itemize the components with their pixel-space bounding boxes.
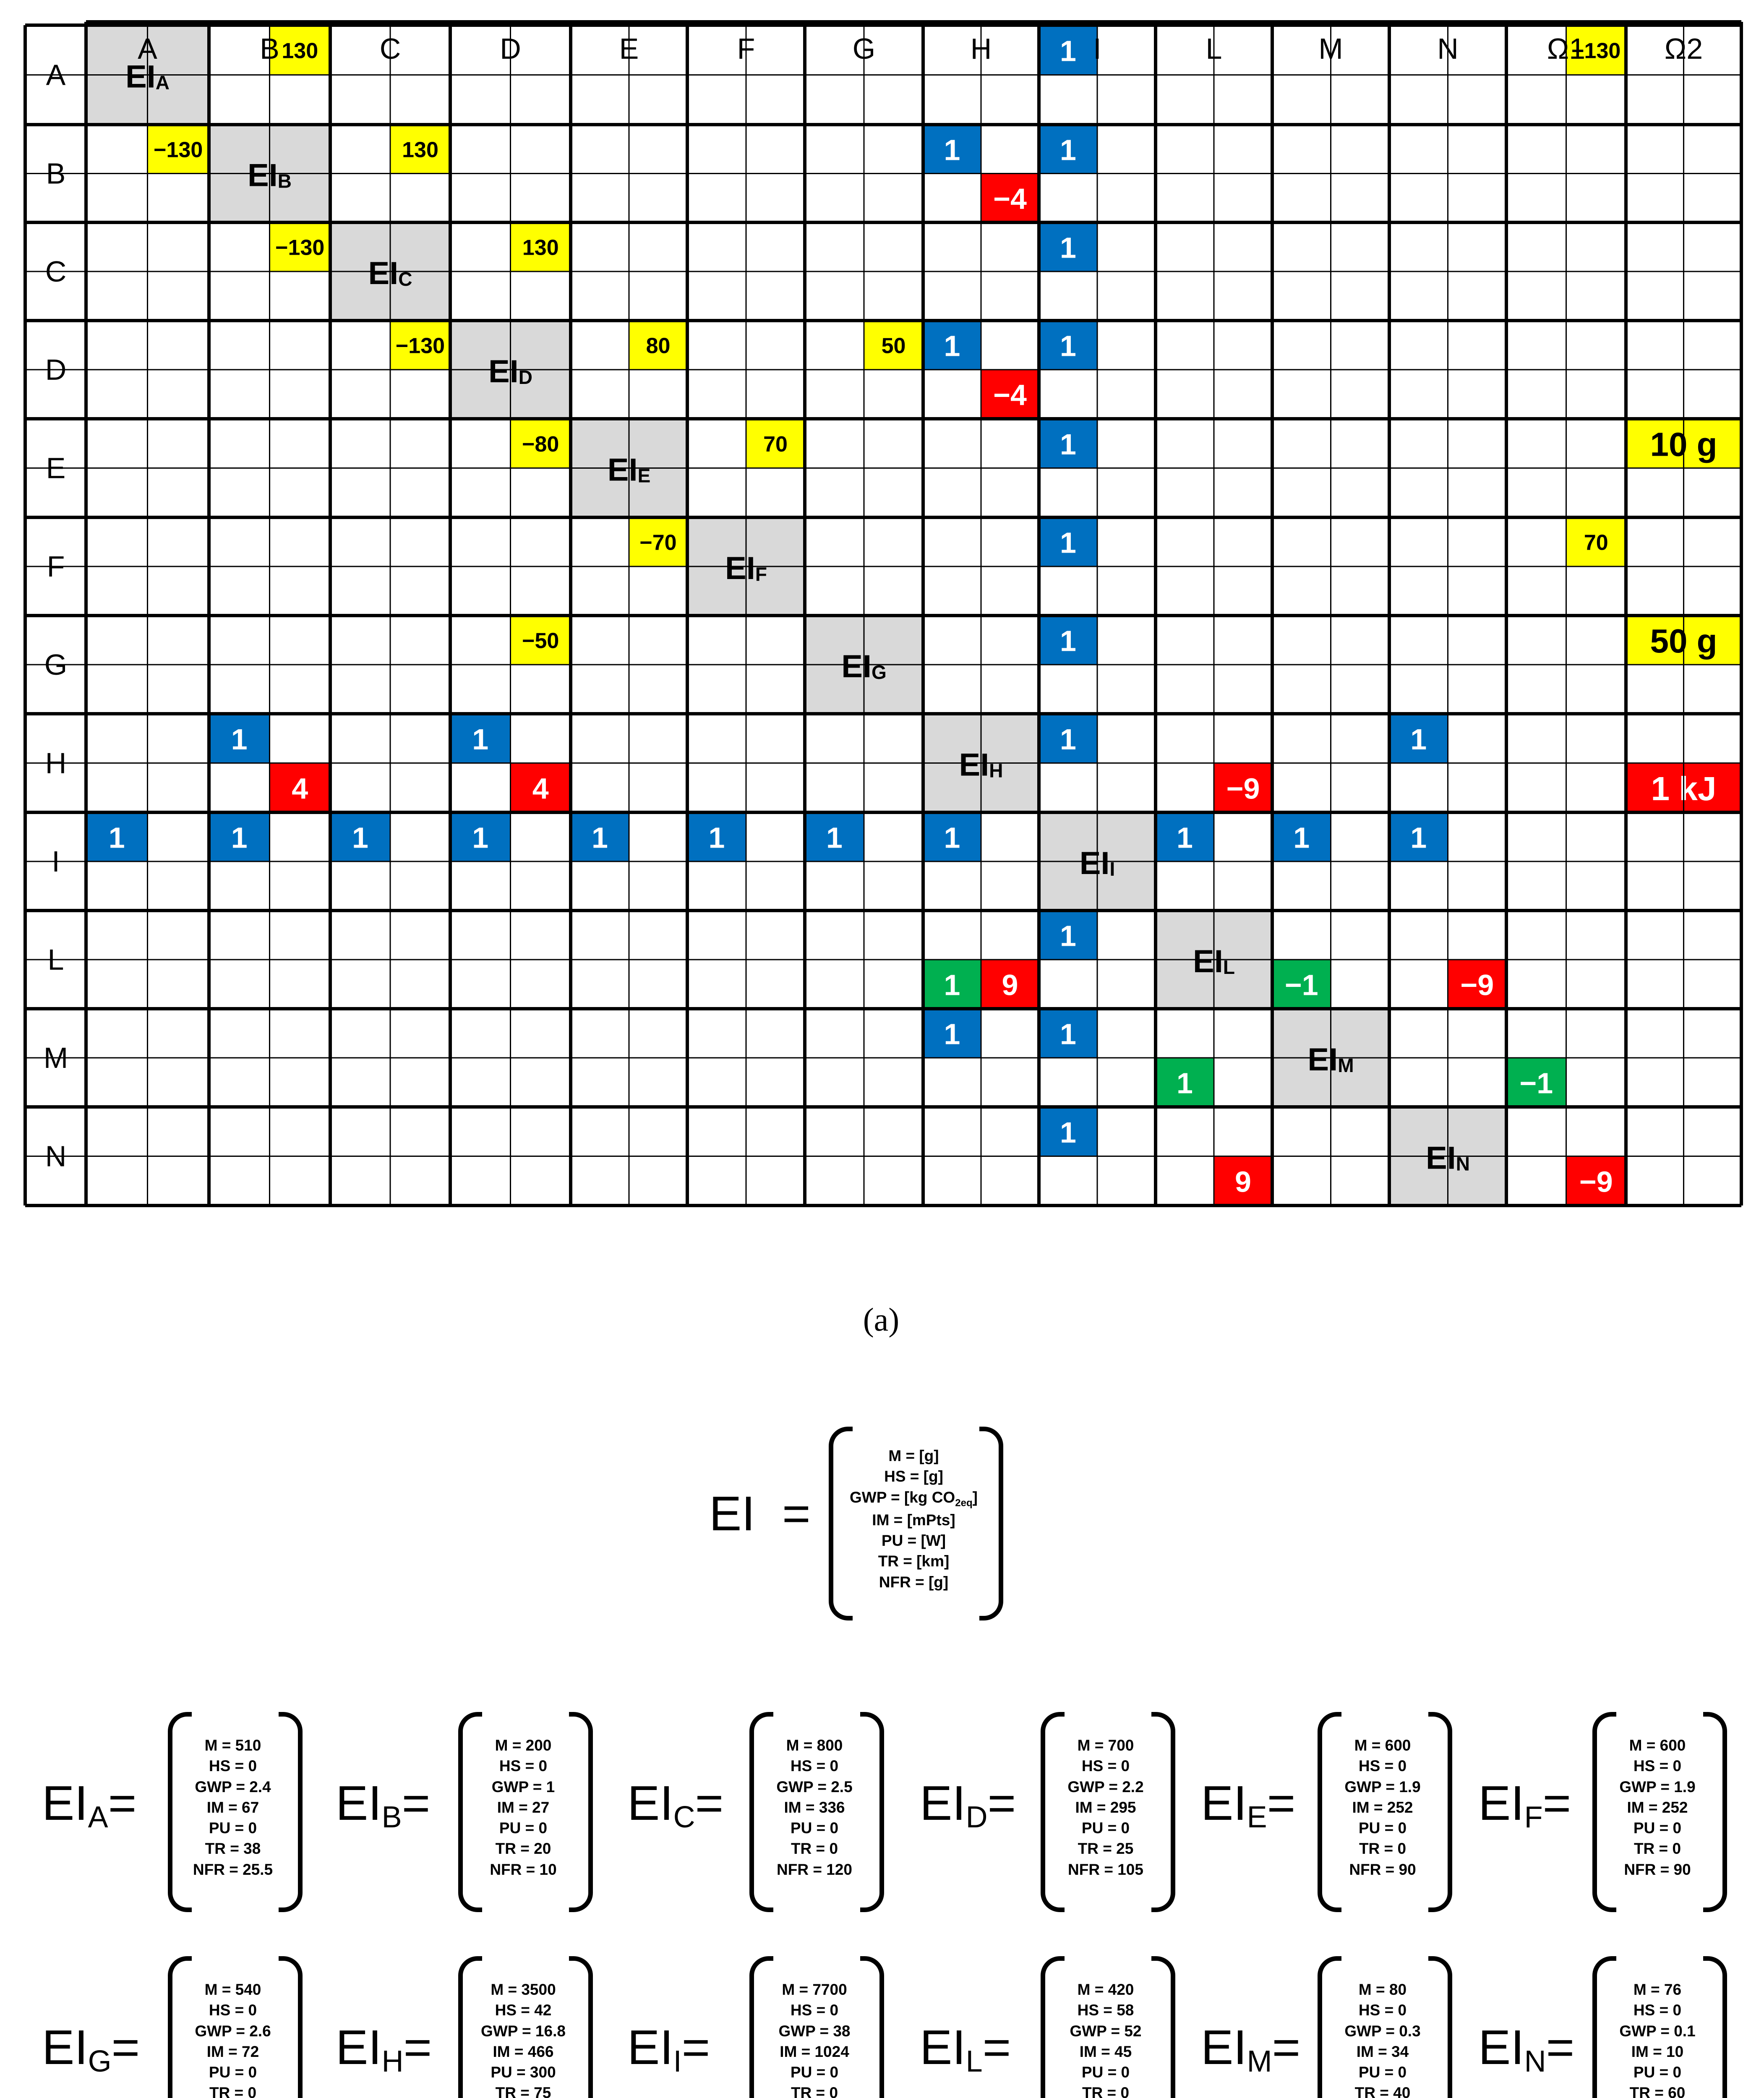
cell-value: 1 [1177, 1067, 1193, 1100]
row-header-c: C [45, 255, 67, 288]
column-header-n: N [1437, 32, 1459, 65]
cell-value: 1 [944, 329, 960, 363]
cell-value: 9 [1235, 1165, 1251, 1198]
cell-value: 9 [1002, 968, 1018, 1002]
column-header-h: H [970, 32, 992, 65]
cell-value: 70 [1584, 530, 1608, 555]
row-header-m: M [43, 1041, 68, 1074]
cell-value: 1 [1410, 723, 1427, 756]
cell-value: 80 [646, 334, 671, 358]
ei-label-i: $EI_I=$ [627, 2020, 710, 2078]
ei-vector-n: M = 76 HS = 0 GWP = 0.1 IM = 10 PU = 0 TR = 60 [1619, 1981, 1696, 2098]
row-header-f: F [47, 550, 65, 583]
column-header-a: A [138, 32, 157, 65]
diagonal-label: EID [488, 353, 533, 389]
cell-value: −130 [1571, 39, 1621, 63]
cell-value: 1 [1060, 723, 1076, 756]
ei-vectors-panel [0, 1418, 1764, 2098]
cell-value: 1 [944, 1018, 960, 1051]
cell-value: 1 [1060, 329, 1076, 363]
ei-label-n: $EI_N=$ [1478, 2020, 1575, 2078]
column-header-d: D [500, 32, 521, 65]
cell-value: −130 [154, 138, 203, 162]
cell-value: −4 [993, 378, 1027, 412]
ei-vector-e: M = 600 HS = 0 GWP = 1.9 IM = 252 PU = 0 TR = 0 NFR = 90 [1344, 1737, 1421, 1878]
cell-value: 1 [352, 821, 368, 854]
cell-value: 1 [944, 968, 960, 1002]
cell-value: 1 [826, 821, 843, 854]
cell-value: 1 [231, 723, 248, 756]
ei-vector-g: M = 540 HS = 0 GWP = 2.6 IM = 72 PU = 0 TR = 0 [195, 1981, 271, 2098]
row-header-i: I [52, 845, 60, 878]
cell-value: 50 g [1650, 622, 1717, 660]
row-header-g: G [44, 648, 68, 681]
ei-vector-f: M = 600 HS = 0 GWP = 1.9 IM = 252 PU = 0 TR = 0 NFR = 90 [1619, 1737, 1696, 1878]
cell-value: 1 [1060, 526, 1076, 559]
cell-value: −1 [1519, 1067, 1553, 1100]
cell-value: 1 [1060, 1018, 1076, 1051]
diagonal-label: EIA [125, 59, 170, 94]
ei-vector-d: M = 700 HS = 0 GWP = 2.2 IM = 295 PU = 0 TR = 25 NFR = 105 [1067, 1737, 1144, 1878]
cell-value: 1 kJ [1651, 770, 1717, 807]
cell-value: −130 [275, 235, 325, 260]
ei-vector-l: M = 420 HS = 58 GWP = 52 IM = 45 PU = 0 TR = 0 [1070, 1981, 1142, 2098]
cell-value: −50 [522, 629, 559, 653]
cell-value: 1 [592, 821, 608, 854]
diagonal-label: EII [1079, 845, 1115, 881]
row-header-e: E [46, 451, 66, 485]
row-header-d: D [45, 353, 67, 386]
ei-vector-i: M = 7700 HS = 0 GWP = 38 IM = 1024 PU = 0 TR = 0 [778, 1981, 851, 2098]
cell-value: 1 [1293, 821, 1310, 854]
diagonal-label: EIL [1193, 943, 1235, 979]
generic-ei-vector: M = [g] HS = [g] GWP = [kg $CO_{2eq}$] IM = [mPts] PU = [W] TR = [km] NFR = [g] [850, 1447, 978, 1591]
diagonal-label: EIE [607, 452, 651, 488]
cell-value: 1 [1060, 133, 1076, 167]
cell-value: 1 [472, 821, 489, 854]
cell-value: 10 g [1650, 425, 1717, 463]
ei-label-h: $EI_H=$ [336, 2020, 432, 2078]
diagonal-label: EIM [1307, 1041, 1354, 1078]
cell-value: −9 [1226, 772, 1260, 805]
diagonal-label: EIB [247, 157, 292, 193]
row-header-l: L [47, 943, 64, 976]
column-header-e: E [619, 32, 639, 65]
ei-vector-m: M = 80 HS = 0 GWP = 0.3 IM = 34 PU = 0 TR = 40 [1344, 1981, 1421, 2098]
cell-value: 130 [282, 39, 318, 63]
column-header-f: F [737, 32, 755, 65]
generic-ei-label: EI = [709, 1486, 811, 1541]
ei-label-l: $EI_L=$ [920, 2020, 1011, 2078]
column-header-l: L [1206, 32, 1222, 65]
cell-value: 4 [532, 772, 549, 805]
caption-a: (a) [863, 1301, 900, 1338]
cell-value: 1 [472, 723, 489, 756]
cell-value: 4 [292, 772, 308, 805]
ei-vector-a: M = 510 HS = 0 GWP = 2.4 IM = 67 PU = 0 TR = 38 NFR = 25.5 [193, 1737, 273, 1878]
cell-value: −9 [1579, 1165, 1613, 1198]
cell-value: −4 [993, 182, 1027, 215]
ei-label-d: $EI_D=$ [920, 1776, 1016, 1834]
cell-value: 130 [402, 138, 438, 162]
cell-value: 50 [881, 334, 906, 358]
ei-vector-b: M = 200 HS = 0 GWP = 1 IM = 27 PU = 0 TR = 20 NFR = 10 [490, 1737, 557, 1878]
row-header-b: B [46, 157, 66, 190]
ei-label-m: $EI_M=$ [1201, 2020, 1301, 2078]
cell-value: 130 [522, 235, 559, 260]
column-header-m: M [1318, 32, 1343, 65]
row-header-n: N [45, 1140, 67, 1173]
cell-value: −80 [522, 432, 559, 457]
cell-value: 1 [231, 821, 248, 854]
cell-value: −130 [395, 334, 445, 358]
ei-label-c: $EI_C=$ [627, 1776, 724, 1834]
cell-value: −1 [1284, 968, 1318, 1002]
cell-value: 1 [1060, 231, 1076, 264]
cell-value: 1 [1060, 624, 1076, 658]
cell-value: 1 [1177, 821, 1193, 854]
column-header-ω2: Ω2 [1664, 32, 1703, 65]
cell-value: 1 [708, 821, 725, 854]
column-header-b: B [260, 32, 279, 65]
row-header-h: H [45, 746, 67, 780]
ei-label-b: $EI_B=$ [336, 1776, 431, 1834]
column-header-c: C [379, 32, 401, 65]
cell-value: 1 [1060, 34, 1076, 68]
ei-vector-c: M = 800 HS = 0 GWP = 2.5 IM = 336 PU = 0 TR = 0 NFR = 120 [776, 1737, 853, 1878]
diagonal-label: EIN [1425, 1140, 1470, 1176]
column-header-i: I [1093, 32, 1101, 65]
ei-label-g: $EI_G=$ [42, 2020, 140, 2078]
cell-value: 70 [763, 432, 788, 457]
ei-label-f: $EI_F=$ [1478, 1776, 1571, 1834]
column-header-g: G [852, 32, 876, 65]
cell-value: 1 [1060, 428, 1076, 461]
ei-vector-h: M = 3500 HS = 42 GWP = 16.8 IM = 466 PU = 300 TR = 75 [481, 1981, 566, 2098]
cell-value: 1 [1410, 821, 1427, 854]
cell-value: 1 [108, 821, 125, 854]
cell-value: 1 [1060, 1116, 1076, 1149]
column-header-ω1: Ω1 [1547, 32, 1586, 65]
diagonal-label: EIG [841, 648, 887, 684]
cell-value: 1 [944, 133, 960, 167]
ei-label-e: $EI_E=$ [1201, 1776, 1296, 1834]
cell-value: 1 [944, 821, 960, 854]
cell-value: −70 [639, 530, 677, 555]
cell-value: −9 [1460, 968, 1494, 1002]
diagonal-label: EIH [959, 747, 1003, 783]
row-header-a: A [46, 58, 66, 91]
cell-value: 1 [1060, 919, 1076, 952]
diagonal-label: EIC [368, 255, 412, 291]
diagonal-label: EIF [725, 550, 767, 586]
ei-label-a: $EI_A=$ [42, 1776, 137, 1834]
